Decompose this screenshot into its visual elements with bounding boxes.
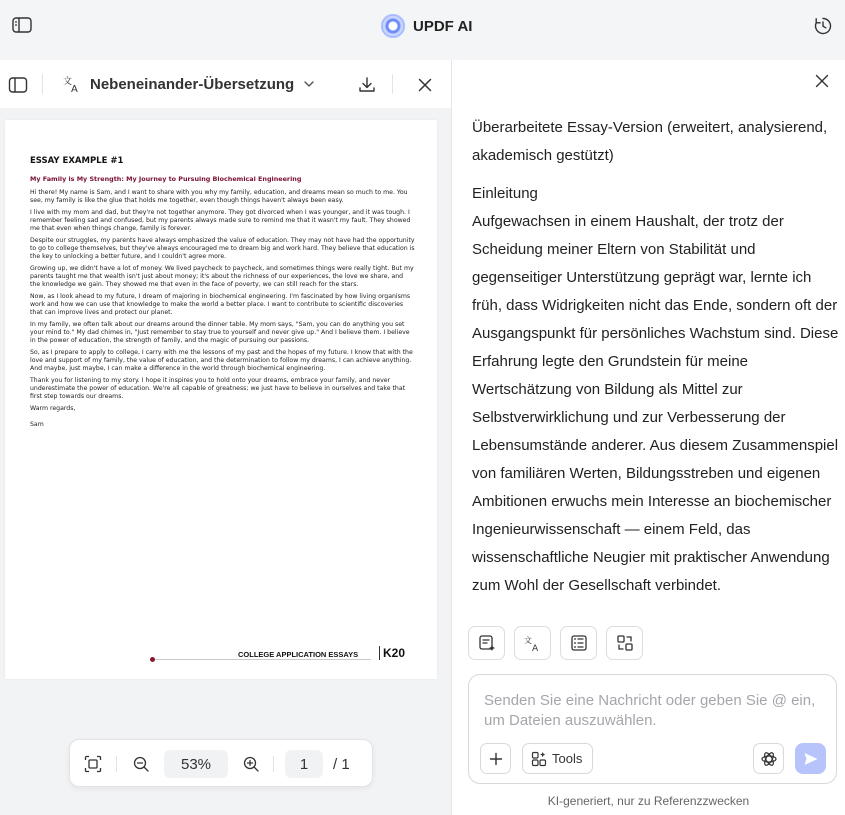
explain-button[interactable] <box>560 626 597 660</box>
explain-icon <box>570 634 588 652</box>
pdf-page <box>5 120 437 679</box>
page-total: / 1 <box>333 756 350 773</box>
rewrite-button[interactable] <box>606 626 643 660</box>
download-icon[interactable] <box>357 75 377 95</box>
footer-logo: K20 <box>379 646 405 660</box>
essay-paragraph: Thank you for listening to my story. I hope it inspires you to hold onto your dreams, embrace your family, and never underestimate the power of education. We're all capable of greatness; we just have to believe in ourselves and take that first step towards our dreams. <box>30 377 406 400</box>
toolbar-divider <box>42 74 43 94</box>
ai-chat-pane <box>452 60 845 815</box>
title-bar <box>0 0 845 52</box>
svg-text:文: 文 <box>63 77 73 87</box>
svg-text:A: A <box>531 644 538 652</box>
essay-closing: Warm regards, <box>30 405 76 412</box>
sidebar-toggle-icon[interactable] <box>12 17 32 33</box>
quick-tools <box>468 626 643 660</box>
translate-icon <box>524 634 542 652</box>
fit-page-icon[interactable] <box>84 755 102 773</box>
summarize-icon <box>478 634 496 652</box>
essay-title: ESSAY EXAMPLE #1 <box>30 156 124 166</box>
tools-button[interactable] <box>522 743 593 774</box>
footer-text: COLLEGE APPLICATION ESSAYS <box>238 650 359 659</box>
footer-rule <box>151 659 371 660</box>
model-select-button[interactable] <box>753 743 784 774</box>
response-heading: Überarbeitete Essay-Version (erweitert, analysierend, akademisch gestützt) <box>472 119 828 164</box>
ai-disclaimer: KI-generiert, nur zu Referenzzwecken <box>547 794 750 808</box>
plus-icon <box>489 752 503 766</box>
chat-message-input[interactable]: Senden Sie eine Nachricht oder geben Sie @ ein, um Dateien auszuwählen. <box>484 692 816 729</box>
add-attachment-button[interactable] <box>480 743 511 774</box>
chat-input-box <box>468 674 837 784</box>
document-toolbar <box>0 60 451 108</box>
chat-history-icon[interactable] <box>814 17 832 35</box>
close-icon[interactable] <box>815 74 829 88</box>
response-body: Aufgewachsen in einem Haushalt, der trotz der Scheidung meiner Eltern von Stabilität und gegenseitiger Unterstützung geprägt war, lernte ich früh, dass Widrigkeiten nicht das Ende, sondern oft der Ausgangspunkt für persönliches Wachstum sind. Diese Erfahrung legte den Grundstein für meine Wertschätzung von Bildung als Mittel zur Selbstverwirklichung und zur Verbesserung der Lebensumstände anderer. Aus diesem Zusammenspiel von familiären Werten, Bildungsstreben und eigenen Ambitionen erwuchs mein Interesse an biochemischer Ingenieurwissenschaft — einem Feld, das wissenschaftliche Neugier mit praktischer Anwendung zum Wohl der Gesellschaft verbindet. <box>472 213 839 594</box>
ai-model-icon <box>760 750 778 768</box>
essay-paragraph: I live with my mom and dad, but they're not together anymore. They got divorced when I was younger, and it was tough. I remember feeling sad and confused, but my parents always made sure to remind me that it wasn't my fault. They showed me that even when things change, family is forever. <box>30 209 411 232</box>
updf-ai-logo-icon <box>381 14 405 38</box>
response-section-title: Einleitung <box>472 185 538 202</box>
footer-dot <box>150 657 155 662</box>
chevron-down-icon <box>302 77 316 91</box>
page-number-input[interactable]: 1 <box>285 750 323 778</box>
rewrite-icon <box>616 634 634 652</box>
panel-toggle-icon[interactable] <box>8 75 28 95</box>
zoom-divider <box>116 756 117 772</box>
zoom-in-icon[interactable] <box>242 755 260 773</box>
translation-mode-label: Nebeneinander-Übersetzung <box>90 75 295 93</box>
send-icon <box>803 751 819 767</box>
app-title <box>381 13 472 39</box>
svg-text:文: 文 <box>523 636 532 645</box>
pdf-footer <box>151 648 411 668</box>
essay-content <box>30 156 415 437</box>
zoom-level[interactable]: 53% <box>164 750 228 778</box>
translation-mode-select[interactable] <box>62 72 316 96</box>
app-title-text: UPDF AI <box>413 17 473 35</box>
svg-text:A: A <box>71 84 78 94</box>
translate-button[interactable] <box>514 626 551 660</box>
zoom-out-icon[interactable] <box>132 755 150 773</box>
toolbar-divider <box>392 74 393 94</box>
essay-paragraph: Despite our struggles, my parents have always emphasized the value of education. They may not have had the opportunity to go to college themselves, but they've always encouraged me to dream big and work hard. They believe that education is the key to unlocking a better future, and I couldn't agree more. <box>30 237 415 260</box>
essay-paragraph: In my family, we often talk about our dreams around the dinner table. My mom says, "Sam, you can do anything you set your mind to." My dad chimes in, "Just remember to stay true to yourself and never give up." And I believe them. I believe in the power of education, the strength of family, and the magic of pursuing our passions. <box>30 321 410 344</box>
essay-paragraph: Hi there! My name is Sam, and I want to share with you why my family, education, and dreams mean so much to me. You see, my family is like the glue that holds me together, even though things haven't always been easy. <box>30 189 408 204</box>
tools-label: Tools <box>552 751 583 766</box>
zoom-bar <box>69 739 373 787</box>
essay-signature: Sam <box>30 421 44 428</box>
close-icon[interactable] <box>415 75 435 95</box>
essay-paragraph: Now, as I look ahead to my future, I dream of majoring in biochemical engineering. I'm fascinated by how living organisms work and how we can use that knowledge to make the world a better place. I want to contribute to scientific discoveries that can improve lives and protect our planet. <box>30 293 411 316</box>
document-pane <box>0 60 451 815</box>
tools-icon <box>531 751 547 767</box>
send-button[interactable] <box>795 743 826 774</box>
essay-paragraph: Growing up, we didn't have a lot of money. We lived paycheck to paycheck, and sometimes things were really tight. But my parents taught me that wealth isn't just about money; it's about the richness of our experiences, the love we share, and the knowledge we gain. They showed me that even in the face of poverty, we can still reach for the stars. <box>30 265 414 288</box>
translate-icon <box>62 74 82 94</box>
zoom-divider <box>273 756 274 772</box>
essay-subtitle: My Family is My Strength: My Journey to Pursuing Biochemical Engineering <box>30 175 302 183</box>
summarize-button[interactable] <box>468 626 505 660</box>
essay-paragraph: So, as I prepare to apply to college, I carry with me the lessons of my past and the hopes of my future. I know that with the love and support of my family, the value of education, and the determination to follow my dreams, I can achieve anything. And maybe, just maybe, I can make a difference in the world through biochemical engineering. <box>30 349 413 372</box>
ai-response <box>472 114 840 600</box>
